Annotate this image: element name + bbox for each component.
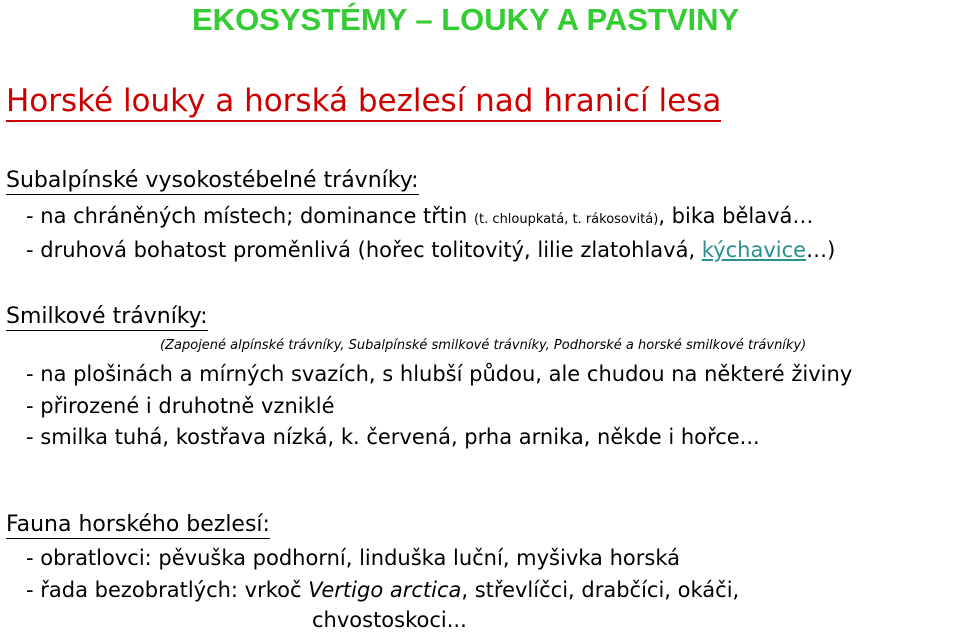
smilkove-line-2: - přirozené i druhotně vzniklé <box>26 394 335 418</box>
subalpine-line-2-start: - druhová bohatost proměnlivá (hořec tolitovitý, lilie zlatohlavá, <box>26 238 702 262</box>
fauna-line-2-start: - řada bezobratlých: vrkoč <box>26 578 309 602</box>
kychavice-link[interactable]: kýchavice <box>701 238 807 262</box>
vertigo-arctica: Vertigo arctica <box>308 578 462 602</box>
subalpine-line-2-end: …) <box>806 238 836 262</box>
fauna-heading: Fauna horského bezlesí: <box>6 512 270 539</box>
fauna-line-1: - obratlovci: pěvuška podhorní, linduška luční, myšivka horská <box>26 546 680 570</box>
smilkove-line-1: - na plošinách a mírných svazích, s hlubší půdou, ale chudou na některé živiny <box>26 362 853 386</box>
smilkove-line-3: - smilka tuhá, kostřava nízká, k. červená, prha arnika, někde i hořce... <box>26 425 760 449</box>
fauna-line-3: chvostoskoci... <box>312 608 467 632</box>
subalpine-line-2 <box>26 238 835 262</box>
subalpine-line-1 <box>26 204 813 228</box>
subalpine-line-1-species: (t. chloupkatá, t. rákosovitá) <box>473 212 659 227</box>
smilkove-heading: Smilkové trávníky: <box>6 304 208 331</box>
fauna-line-2 <box>26 578 739 602</box>
section-heading: Horské louky a horská bezlesí nad hranicí lesa <box>6 84 721 122</box>
fauna-line-2-end: , střevlíčci, drabčíci, okáči, <box>461 578 740 602</box>
subalpine-line-1-end: , bika bělavá… <box>658 204 814 228</box>
smilkove-note: (Zapojené alpínské trávníky, Subalpínské smilkové trávníky, Podhorské a horské smilkové trávníky) <box>160 338 807 353</box>
page-title: EKOSYSTÉMY – LOUKY A PASTVINY <box>192 2 740 37</box>
subalpine-line-1-start: - na chráněných místech; dominance třtin <box>26 204 474 228</box>
subalpine-heading: Subalpínské vysokostébelné trávníky: <box>6 168 419 195</box>
